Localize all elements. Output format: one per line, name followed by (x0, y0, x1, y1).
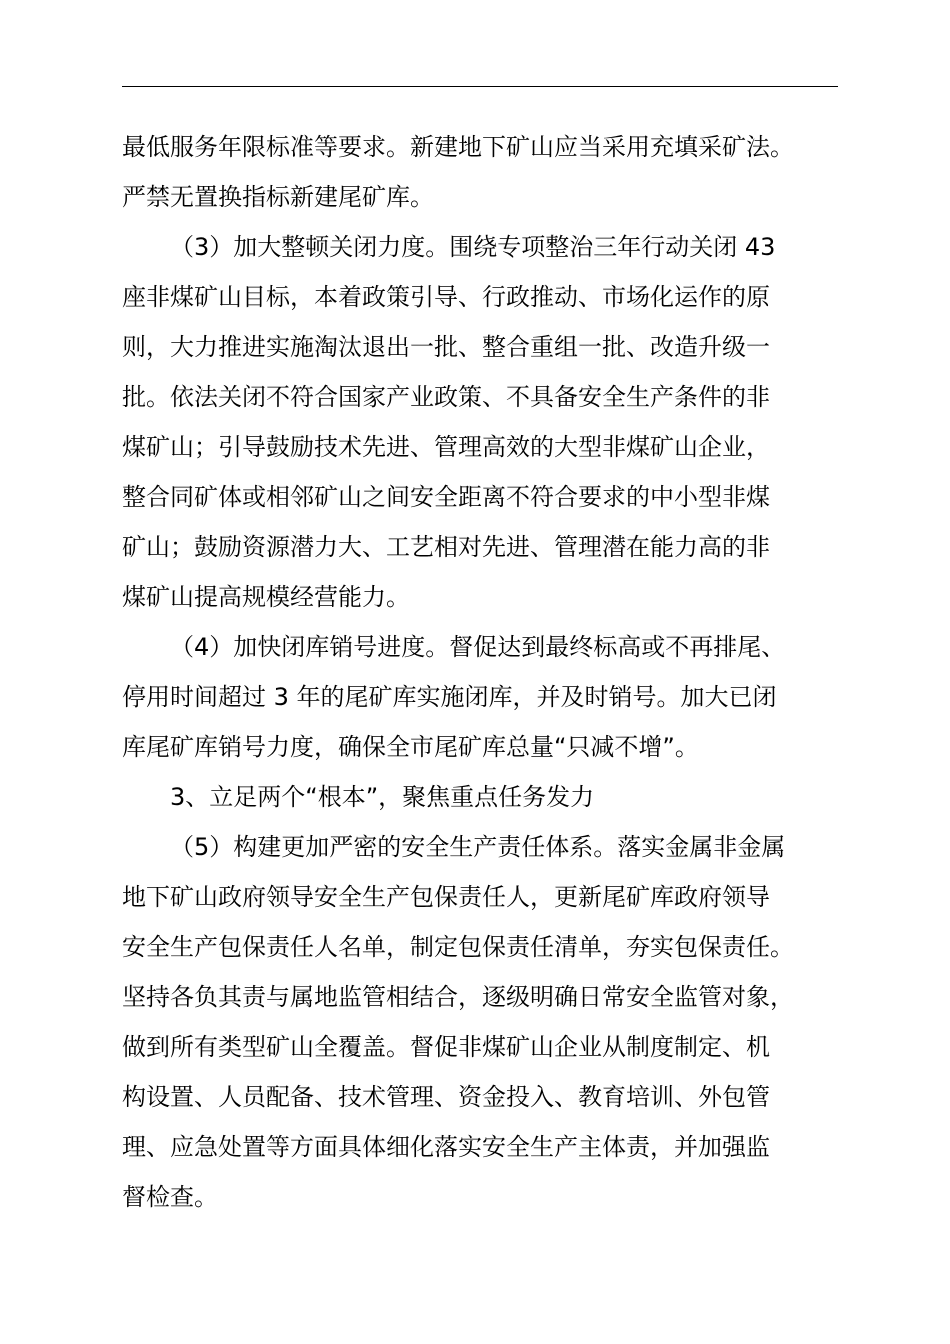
section-3-heading: 3、立足两个“根本”，聚焦重点任务发力 (170, 783, 595, 811)
text-line: 做到所有类型矿山全覆盖。督促非煤矿山企业从制度制定、机 (122, 1033, 770, 1061)
text-line: 安全生产包保责任人名单，制定包保责任清单，夯实包保责任。 (122, 933, 794, 961)
text-line: 座非煤矿山目标，本着政策引导、行政推动、市场化运作的原 (122, 283, 770, 311)
text-line: 煤矿山提高规模经营能力。 (122, 583, 410, 611)
text-line: 整合同矿体或相邻矿山之间安全距离不符合要求的中小型非煤 (122, 483, 770, 511)
paragraph-3-heading: （3）加大整顿关闭力度。围绕专项整治三年行动关闭 43 (170, 233, 776, 261)
text-line: 理、应急处置等方面具体细化落实安全生产主体责，并加强监 (122, 1133, 770, 1161)
text-line: 矿山；鼓励资源潜力大、工艺相对先进、管理潜在能力高的非 (122, 533, 770, 561)
text-line: 构设置、人员配备、技术管理、资金投入、教育培训、外包管 (122, 1083, 770, 1111)
text-line: 则，大力推进实施淘汰退出一批、整合重组一批、改造升级一 (122, 333, 770, 361)
text-line: 库尾矿库销号力度，确保全市尾矿库总量“只减不增”。 (122, 733, 699, 761)
text-line: 最低服务年限标准等要求。新建地下矿山应当采用充填采矿法。 (122, 133, 794, 161)
text-line: 严禁无置换指标新建尾矿库。 (122, 183, 434, 211)
header-rule (122, 86, 838, 87)
text-line: 地下矿山政府领导安全生产包保责任人，更新尾矿库政府领导 (122, 883, 770, 911)
paragraph-5-heading: （5）构建更加严密的安全生产责任体系。落实金属非金属 (170, 833, 786, 861)
text-line: 督检查。 (122, 1183, 218, 1211)
paragraph-4-heading: （4）加快闭库销号进度。督促达到最终标高或不再排尾、 (170, 633, 786, 661)
text-line: 停用时间超过 3 年的尾矿库实施闭库，并及时销号。加大已闭 (122, 683, 777, 711)
text-line: 煤矿山；引导鼓励技术先进、管理高效的大型非煤矿山企业， (122, 433, 770, 461)
text-line: 坚持各负其责与属地监管相结合，逐级明确日常安全监管对象， (122, 983, 794, 1011)
text-line: 批。依法关闭不符合国家产业政策、不具备安全生产条件的非 (122, 383, 770, 411)
